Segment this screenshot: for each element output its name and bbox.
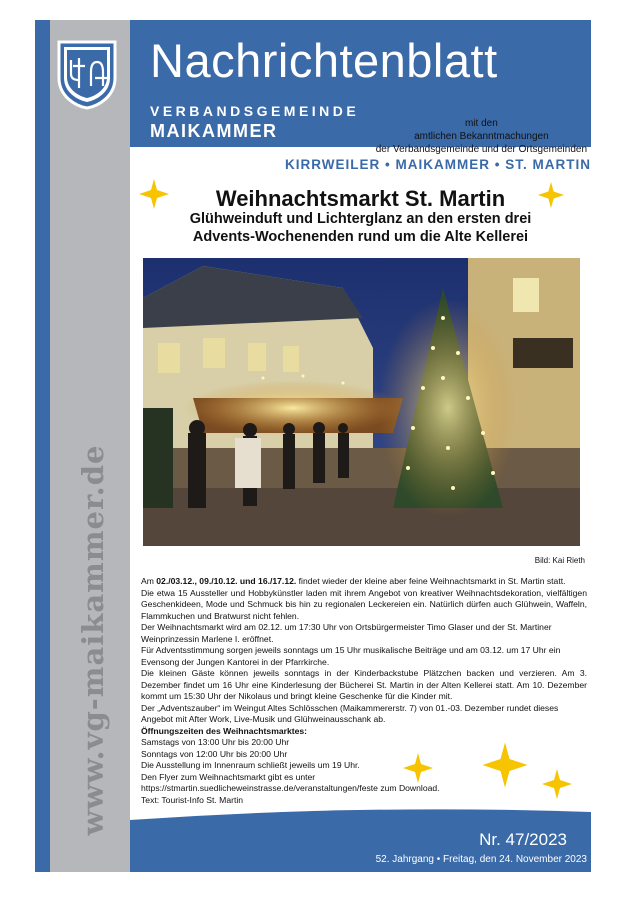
article-paragraph: Am 02./03.12., 09./10.12. und 16./17.12. findet wieder der kleine aber feine Weihnachtsmarkt in St. Martin statt. [141,576,566,586]
text-credit: Text: Tourist-Info St. Martin [141,794,244,805]
coat-of-arms-icon [55,38,119,110]
flyer-line: Den Flyer zum Weihnachtsmarkt gibt es unter [141,771,316,782]
star-icon [402,752,434,784]
flyer-url[interactable]: https://stmartin.suedlicheweinstrasse.de/veranstaltungen/feste zum Download. [141,783,440,793]
vg-label: VERBANDSGEMEINDE [150,103,360,119]
article-paragraph: Der „Adventszauber“ im Weingut Altes Schlösschen (Maikammererstr. 7) von 01.-03. Dezember rundet dieses Angebot mit After Work, Live-Musik und Glühweinausschank ab. [141,702,559,724]
hours-saturday: Samstags von 13:00 Uhr bis 20:00 Uhr [141,737,290,747]
vg-name: MAIKAMMER [150,121,278,141]
article-paragraph: Für Adventsstimmung sorgen jeweils sonntags um 15 Uhr musikalische Beiträge und am 03.12. um 17 Uhr ein Evensong der Jungen Kantorei in der Pfarrkirche. [141,645,561,667]
star-icon [481,741,529,789]
article-paragraph: Der Weihnachtsmarkt wird am 02.12. um 17:30 Uhr von Ortsbürgermeister Timo Glaser und der St. Martiner Weinprinzessin Marlene I. eröffnet. [141,622,552,644]
website-url-vertical: www.vg-maikammer.de [76,444,110,836]
hours-note: Die Ausstellung im Innenraum schließt jeweils um 19 Uhr. [141,760,360,770]
article-headline: Weihnachtsmarkt St. Martin [215,186,506,211]
official-notice-caption: mit den amtlichen Bekanntmachungen der Verbandsgemeinde und der Ortsgemeinden [375,118,587,155]
christmas-market-photo [143,258,580,546]
photo-credit: Bild: Kai Rieth [534,556,585,565]
issue-number: Nr. 47/2023 [479,830,567,849]
article-subheadline: Glühweinduft und Lichterglanz an den ersten drei Advents-Wochenenden rund um die Alte Kellerei [189,211,532,245]
hours-sunday: Sonntags von 12:00 Uhr bis 20:00 Uhr [141,748,288,759]
star-icon [541,768,573,800]
newspaper-title: Nachrichtenblatt [150,34,498,87]
hours-heading: Öffnungszeiten des Weihnachtsmarktes: [141,725,308,736]
article-paragraph: Die kleinen Gäste können jeweils sonntags in der Kinderbackstube Plätzchen backen und verzieren. Am 3. Dezember findet um 16 Uhr eine Kinderlesung der Bücherei St. Martin in der Alten Kellerei statt. Am 10. Dezember kommt um 15:30 Uhr der Nikolaus und bringt kleine Geschenke für die Kinder mit. [141,668,587,701]
article-paragraph: Die etwa 15 Aussteller und Hobbykünstler laden mit ihrem Angebot von kreativer Weihnachtsdekoration, vielfältigen Geschenkideen, Mode und Schmuck bis hin zu regionalen Leckereien ein. Natürlich dürfen auch Glühwein, Waffeln, Flammkuchen und Bratwurst nicht fehlen. [141,587,587,621]
issue-dateline: 52. Jahrgang • Freitag, den 24. November 2023 [375,854,587,865]
side-blue-stripe [35,20,50,872]
town-list: KIRRWEILER • MAIKAMMER • ST. MARTIN [285,157,591,172]
